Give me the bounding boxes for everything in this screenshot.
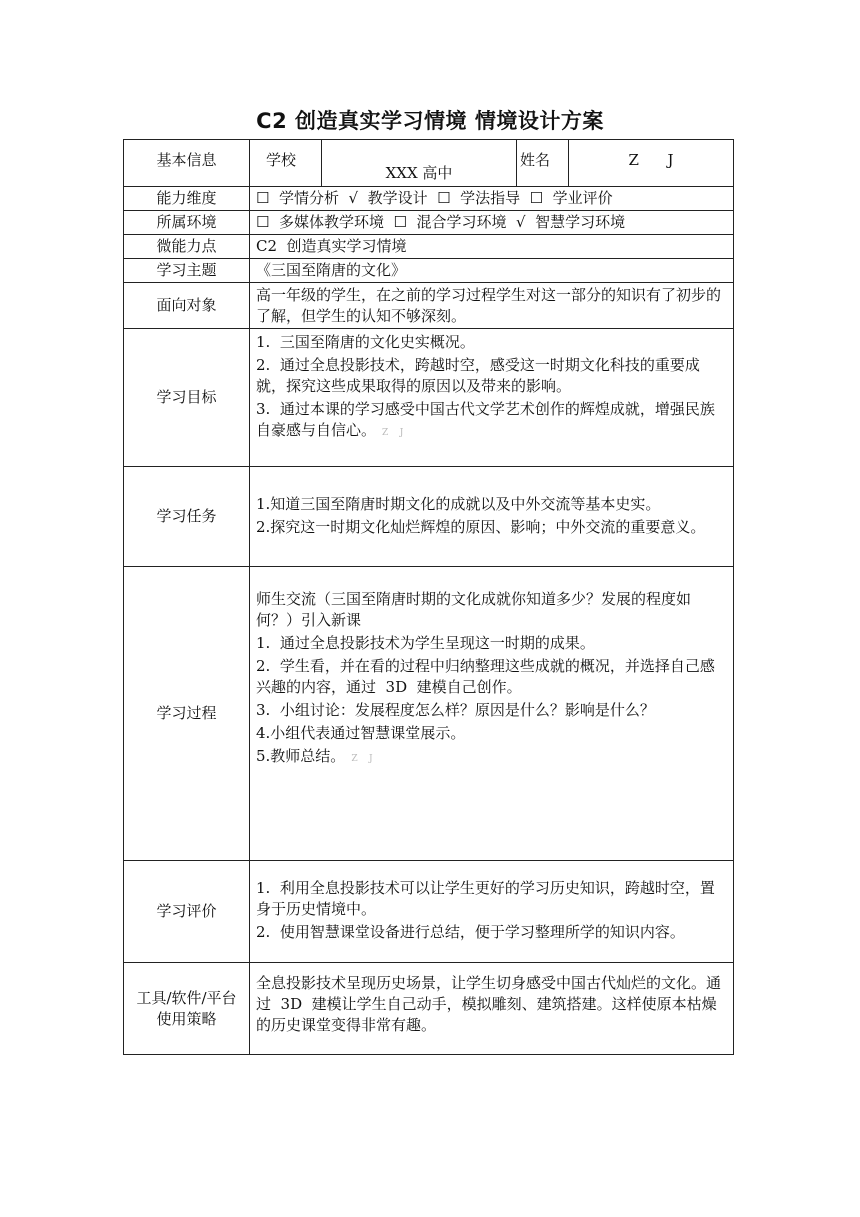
school-value: XXX 高中 bbox=[322, 140, 517, 187]
label-tools bbox=[124, 963, 250, 1055]
row-ability bbox=[124, 187, 734, 211]
process-item: 师生交流（三国至隋唐时期的文化成就你知道多少？发展的程度如何？）引入新课 bbox=[256, 590, 692, 629]
label-tasks: 学习任务 bbox=[124, 467, 250, 567]
label-goals: 学习目标 bbox=[124, 329, 250, 467]
tools-value: 全息投影技术呈现历史场景，让学生切身感受中国古代灿烂的文化。通过 3D 建模让学生自己动手，模拟雕刻、建筑搭建。这样使原本枯燥的历史课堂变得非常有趣。 bbox=[250, 963, 734, 1055]
label-name: 姓名 bbox=[517, 140, 569, 187]
row-audience bbox=[124, 283, 734, 329]
label-ability: 能力维度 bbox=[124, 187, 250, 211]
process-item: 1. 通过全息投影技术为学生呈现这一时期的成果。 bbox=[256, 634, 595, 652]
environment-options: ☐ 多媒体教学环境 ☐ 混合学习环境 √ 智慧学习环境 bbox=[250, 211, 734, 235]
label-evaluation: 学习评价 bbox=[124, 861, 250, 963]
task-item: 1.知道三国至隋唐时期文化的成就以及中外交流等基本史实。 bbox=[256, 494, 661, 513]
name-value: Z J bbox=[569, 140, 734, 187]
process-item: 2. 学生看，并在看的过程中归纳整理这些成就的概况，并选择自己感兴趣的内容，通过 3D 建模自己创作。 bbox=[256, 657, 715, 696]
row-micro-ability bbox=[124, 235, 734, 259]
goal-item: 1. 三国至隋唐的文化史实概况。 bbox=[256, 333, 475, 351]
goals-content bbox=[250, 329, 734, 467]
watermark: Z J bbox=[382, 428, 404, 438]
label-tools-line1: 工具/软件/平台 bbox=[136, 988, 237, 1007]
task-item: 2.探究这一时期文化灿烂辉煌的原因、影响；中外交流的重要意义。 bbox=[256, 517, 706, 536]
row-goals bbox=[124, 329, 734, 467]
ability-options: ☐ 学情分析 √ 教学设计 ☐ 学法指导 ☐ 学业评价 bbox=[250, 187, 734, 211]
row-basic-info bbox=[124, 140, 734, 187]
label-audience: 面向对象 bbox=[124, 283, 250, 329]
label-school: 学校 bbox=[250, 140, 322, 187]
micro-ability-value: C2 创造真实学习情境 bbox=[250, 235, 734, 259]
row-process bbox=[124, 567, 734, 861]
evaluation-content bbox=[250, 861, 734, 963]
process-content bbox=[250, 567, 734, 861]
process-item: 3. 小组讨论：发展程度怎么样？原因是什么？影响是什么？ bbox=[256, 701, 655, 719]
process-item: 5.教师总结。 bbox=[256, 747, 346, 765]
topic-value: 《三国至隋唐的文化》 bbox=[250, 259, 734, 283]
document-title: C2 创造真实学习情境 情境设计方案 bbox=[256, 109, 604, 133]
label-topic: 学习主题 bbox=[124, 259, 250, 283]
label-micro-ability: 微能力点 bbox=[124, 235, 250, 259]
evaluation-item: 1. 利用全息投影技术可以让学生更好的学习历史知识，跨越时空，置身于历史情境中。 bbox=[256, 879, 715, 918]
goal-item: 2. 通过全息投影技术，跨越时空，感受这一时期文化科技的重要成就，探究这些成果取得的原因以及带来的影响。 bbox=[256, 356, 700, 395]
goal-item: 3. 通过本课的学习感受中国古代文学艺术创作的辉煌成就，增强民族自豪感与自信心。 bbox=[256, 400, 715, 439]
process-item: 4.小组代表通过智慧课堂展示。 bbox=[256, 724, 466, 742]
label-process: 学习过程 bbox=[124, 567, 250, 861]
watermark: Z J bbox=[351, 754, 373, 764]
row-tools bbox=[124, 963, 734, 1055]
label-tools-line2: 使用策略 bbox=[156, 1009, 217, 1028]
evaluation-item: 2. 使用智慧课堂设备进行总结，便于学习整理所学的知识内容。 bbox=[256, 923, 685, 941]
row-tasks bbox=[124, 467, 734, 567]
row-evaluation bbox=[124, 861, 734, 963]
audience-value: 高一年级的学生，在之前的学习过程学生对这一部分的知识有了初步的了解，但学生的认知不够深刻。 bbox=[250, 283, 734, 329]
label-environment: 所属环境 bbox=[124, 211, 250, 235]
tasks-content bbox=[250, 467, 734, 567]
label-basic-info: 基本信息 bbox=[124, 140, 250, 187]
row-environment bbox=[124, 211, 734, 235]
row-topic bbox=[124, 259, 734, 283]
design-table bbox=[123, 139, 734, 1055]
